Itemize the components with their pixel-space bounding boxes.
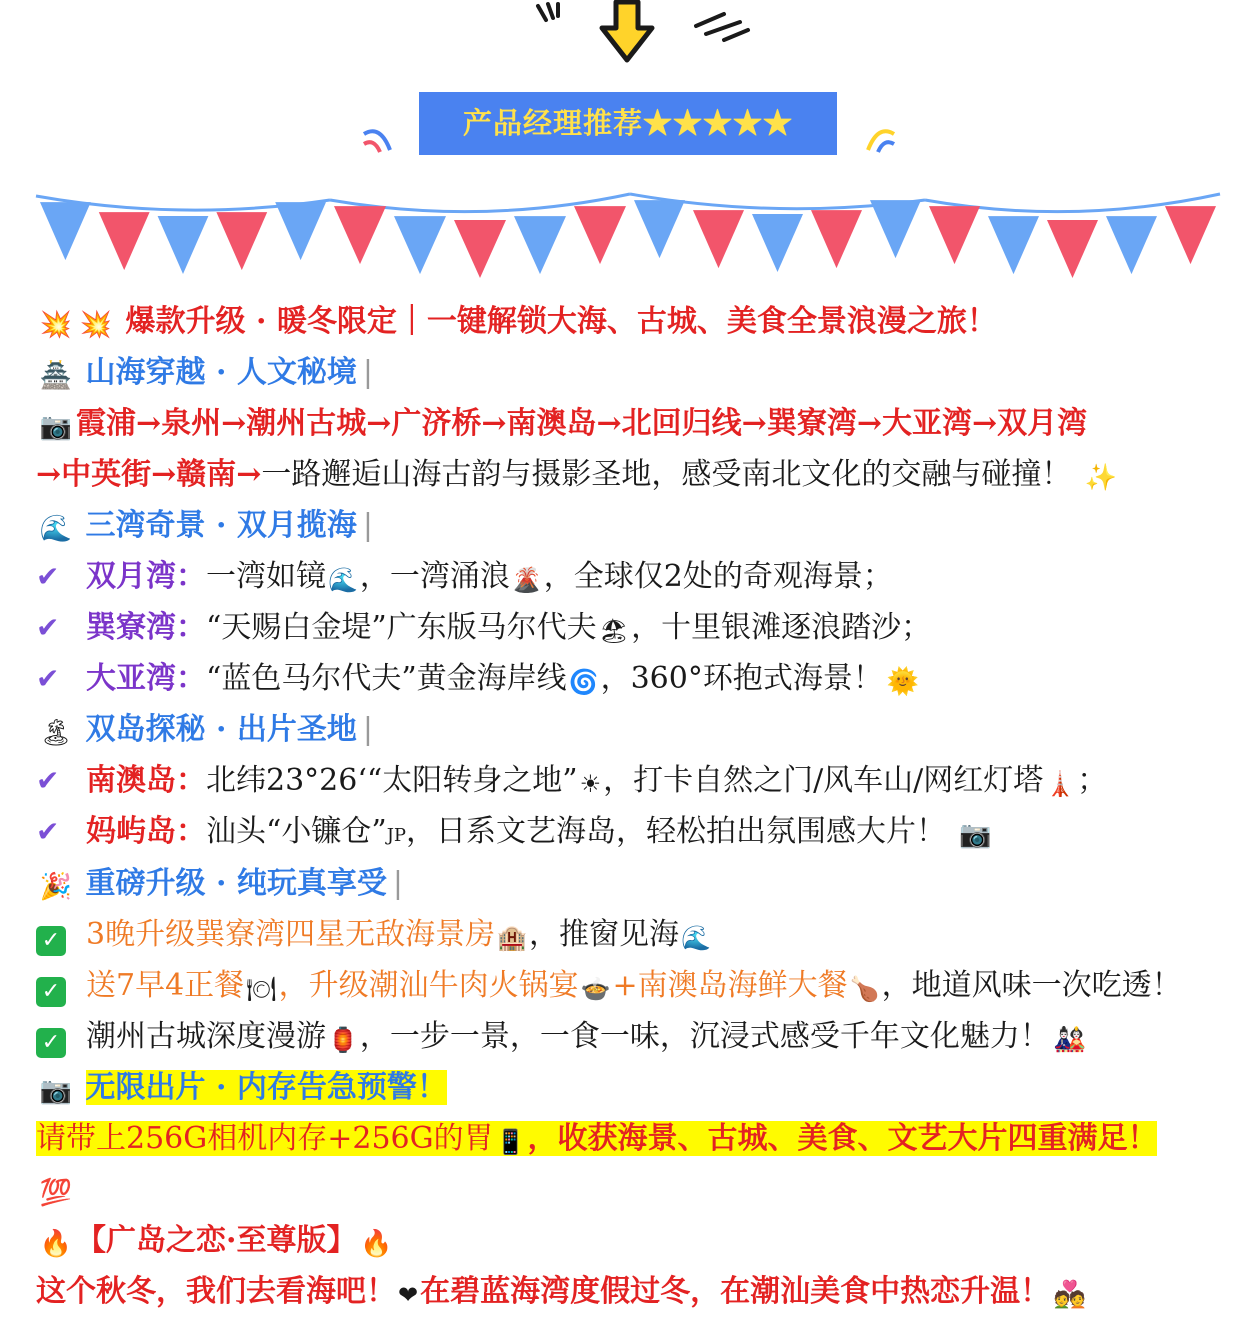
heart-icon: ❤ xyxy=(398,1281,419,1309)
check-box-icon: ✓ xyxy=(36,926,66,956)
fire-icon: 🔥 xyxy=(39,1229,73,1259)
recommend-badge: 产品经理推荐★★★★★ xyxy=(419,92,837,155)
check-mark-icon: ✔ xyxy=(36,662,60,695)
bunting-flags xyxy=(0,190,1256,280)
bunting-flag xyxy=(752,214,803,272)
spiral-icon: 🌀 xyxy=(568,668,599,696)
slogan-line: 这个秋冬，我们去看海吧！❤在碧蓝海湾度假过冬，在潮汕美食中热恋升温！ 💑 xyxy=(36,1268,1226,1319)
check-mark-icon: ✔ xyxy=(36,560,60,593)
bunting-flag xyxy=(40,202,91,260)
drumstick-icon: 🍗 xyxy=(849,975,880,1003)
hotel-icon: 🏨 xyxy=(497,924,527,952)
list-item: ✓ 送7早4正餐🍽，升级潮汕牛肉火锅宴🍲+南澳岛海鲜大餐🍗，地道风味一次吃透！ xyxy=(36,962,1226,1013)
bunting-flag xyxy=(634,200,685,258)
hundred-icon: 💯 xyxy=(39,1178,73,1208)
list-item: ✓ 潮州古城深度漫游🏮，一步一景，一食一味，沉浸式感受千年文化魅力！ 🎎 xyxy=(36,1013,1226,1064)
article-body xyxy=(36,298,1226,1319)
sun-icon: ☀ xyxy=(579,770,602,798)
section-title: 📷 无限出片 · 内存告急预警！ xyxy=(36,1064,1226,1115)
beach-icon: 🏖 xyxy=(598,617,630,645)
highlight-note: 请带上256G相机内存+256G的胃📱，收获海景、古城、美食、文艺大片四重满足！ xyxy=(36,1115,1226,1166)
section-title: 🌊 三湾奇景 · 双月揽海 | xyxy=(36,502,1226,553)
bunting-flag xyxy=(693,210,744,268)
bunting-flag xyxy=(1106,216,1157,274)
wave-icon: 🌊 xyxy=(328,566,358,594)
check-box-icon: ✓ xyxy=(36,977,66,1007)
list-item: ✓ 3晚升级巽寮湾四星无敌海景房🏨，推窗见海🌊 xyxy=(36,911,1226,962)
plate-icon: 🍽 xyxy=(246,975,277,1003)
bunting-flag xyxy=(811,210,862,268)
explosion-icon: 💥 xyxy=(79,310,113,340)
list-item: ✔ 大亚湾：“蓝色马尔代夫”黄金海岸线🌀，360°环抱式海景！ 🌞 xyxy=(36,655,1226,706)
bunting-flag xyxy=(394,216,446,274)
check-mark-icon: ✔ xyxy=(36,611,60,644)
bunting-flag xyxy=(158,216,209,274)
bunting-flag xyxy=(1047,220,1098,278)
couple-icon: 💑 xyxy=(1053,1280,1087,1310)
bunting-flag xyxy=(454,220,506,278)
section-title: 🎉 重磅升级 · 纯玩真享受 | xyxy=(36,860,1226,911)
bunting-flag xyxy=(216,212,267,270)
bunting-flag xyxy=(334,206,386,264)
palm-island-icon: 🏝 xyxy=(39,718,73,748)
list-item: ✔ 南澳岛：北纬23°26‘“太阳转身之地”☀，打卡自然之门/风车山/网红灯塔🗼； xyxy=(36,757,1226,808)
bunting-flag xyxy=(870,200,921,258)
bunting-flag xyxy=(929,206,980,264)
edition-line: 🔥 【广岛之恋·至尊版】 🔥 xyxy=(36,1217,1226,1268)
list-item: ✔ 巽寮湾：“天赐白金堤”广东版马尔代夫🏖，十里银滩逐浪踏沙； xyxy=(36,604,1226,655)
section-title: 🏝 双岛探秘 · 出片圣地 | xyxy=(36,706,1226,757)
bunting-flag xyxy=(275,202,326,260)
headline: 💥 💥 爆款升级 · 暖冬限定｜一键解锁大海、古城、美食全景浪漫之旅！ xyxy=(36,298,1226,349)
lantern-icon: 🏮 xyxy=(328,1026,358,1054)
camera-icon: 📷 xyxy=(39,1076,73,1106)
check-box-icon: ✓ xyxy=(36,1028,66,1058)
wave-icon: 🌊 xyxy=(39,514,73,544)
camera-icon: 📷 xyxy=(39,412,73,442)
list-item: ✔ 妈屿岛：汕头“小镰仓”JP，日系文艺海岛，轻松拍出氛围感大片！ 📷 xyxy=(36,808,1226,860)
list-item: ✔ 双月湾：一湾如镜🌊，一湾涌浪🌋，全球仅2处的奇观海景； xyxy=(36,553,1226,604)
phone-icon: 📱 xyxy=(495,1128,526,1156)
bunting-flag xyxy=(99,212,150,270)
fire-icon: 🔥 xyxy=(360,1229,393,1259)
right-burst-marks xyxy=(858,120,898,160)
sun-icon: 🌞 xyxy=(886,667,920,697)
wave-icon: 🌊 xyxy=(680,924,711,952)
tower-icon: 🗼 xyxy=(1045,770,1076,798)
bunting-flag xyxy=(514,216,566,274)
dolls-icon: 🎎 xyxy=(1053,1025,1087,1055)
check-mark-icon: ✔ xyxy=(36,815,60,848)
sparkles-icon: ✨ xyxy=(1084,463,1118,493)
volcano-icon: 🌋 xyxy=(511,566,542,594)
section-title: 🏯 山海穿越 · 人文秘境 | xyxy=(36,349,1226,400)
explosion-icon: 💥 xyxy=(39,310,73,340)
hotpot-icon: 🍲 xyxy=(580,975,611,1003)
hundred-line xyxy=(36,1166,1226,1217)
party-popper-icon: 🎉 xyxy=(39,872,73,902)
check-mark-icon: ✔ xyxy=(36,764,60,797)
bunting-flag xyxy=(988,216,1039,274)
route-line-2: →中英街→赣南→一路邂逅山海古韵与摄影圣地，感受南北文化的交融与碰撞！ ✨ xyxy=(36,451,1226,502)
bunting-flag xyxy=(1165,206,1216,264)
arrow-down-icon xyxy=(528,0,758,70)
camera-icon: 📷 xyxy=(959,820,992,850)
pagoda-icon: 🏯 xyxy=(39,361,73,391)
route-line: 📷 霞浦→泉州→潮州古城→广济桥→南澳岛→北回归线→巽寮湾→大亚湾→双月湾 xyxy=(36,400,1226,451)
left-burst-marks xyxy=(360,120,400,160)
bunting-flag xyxy=(574,206,626,264)
